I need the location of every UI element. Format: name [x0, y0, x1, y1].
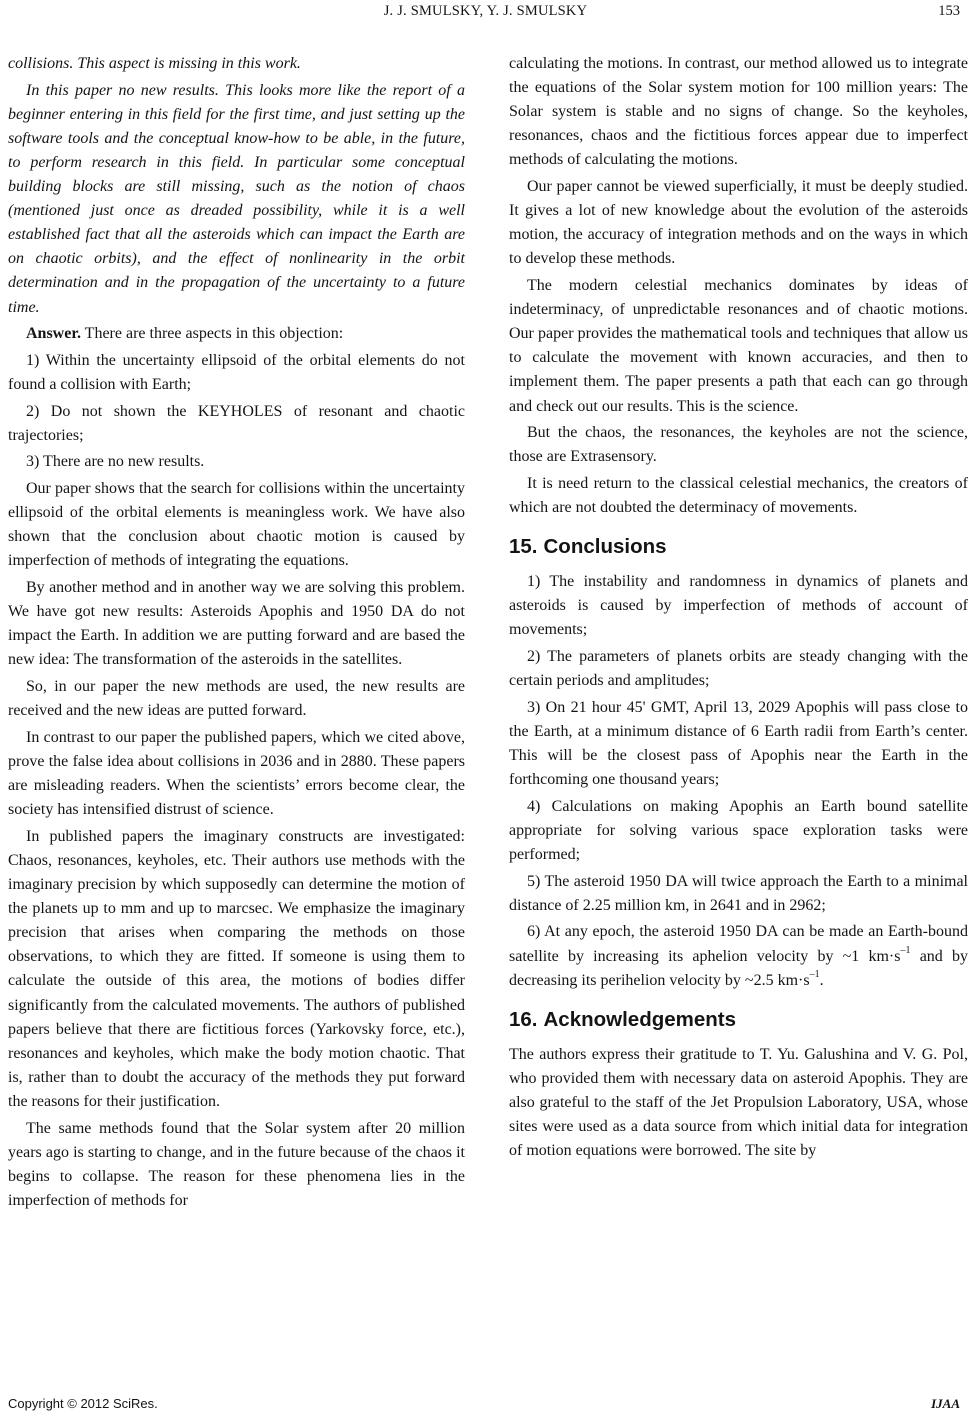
conclusion-6-text: . [819, 971, 824, 989]
objection-item-1: 1) Within the uncertainty ellipsoid of the orbital elements do not found a collision with Earth; [8, 351, 465, 393]
page-number: 153 [938, 3, 960, 19]
superscript: –1 [809, 969, 820, 981]
body-paragraph: By another method and in another way we are solving this problem. We have got new results: Asteroids Apophis and 1950 DA do not impact the Earth. In addition we are putting forward and are based the new idea: The transformation of the asteroids in the satellites. [8, 579, 465, 669]
superscript: –1 [900, 945, 911, 957]
reviewer-objection: In this paper no new results. This looks more like the report of a beginner entering in this field for the first time, and just setting up the software tools and the conceptual know-how to be able, in the future, to perform research in this field. In particular some conceptual building blocks are still missing, such as the notion of chaos (mentioned just once as dreaded possibility, while it is a well established fact that all the asteroids which can impact the Earth are on chaotic orbits), and the effect of nonlinearity in the orbit determination and in the propagation of the uncertainty to a future time. [8, 81, 465, 316]
objection-item-3: 3) There are no new results. [26, 453, 205, 471]
conclusion-6-text: 6) At any epoch, the asteroid 1950 DA can be made an Earth-bound satellite by increasing its aphelion velocity by ~1 km·s [509, 923, 968, 965]
body-paragraph: The same methods found that the Solar system after 20 million years ago is starting to change, and in the future because of the chaos it begins to collapse. The reason for these phenomena lies in the imperfection of methods for [8, 1119, 465, 1209]
conclusion-item-4: 4) Calculations on making Apophis an Earth bound satellite appropriate for solving various space exploration tasks were performed; [509, 797, 968, 863]
body-paragraph: In contrast to our paper the published papers, which we cited above, prove the false idea about collisions in 2036 and in 2880. These papers are misleading readers. When the scientists’ errors become clear, the society has intensified distrust of science. [8, 728, 465, 819]
body-paragraph: Our paper cannot be viewed superficially, it must be deeply studied. It gives a lot of new knowledge about the evolution of the asteroids motion, the accuracy of integration methods and on the ways in which to develop these methods. [509, 178, 968, 268]
body-paragraph: Our paper shows that the search for collisions within the uncertainty ellipsoid of the orbital elements is meaningless work. We have also shown that the conclusion about chaotic motion is caused by imperfection of methods of integrating the equations. [8, 480, 465, 570]
answer-text: There are three aspects in this objection: [80, 325, 344, 343]
body-paragraph: It is need return to the classical celestial mechanics, the creators of which are not doubted the determinacy of movements. [509, 474, 968, 517]
journal-abbreviation: IJAA [931, 1396, 960, 1411]
section-heading-conclusions [509, 534, 968, 560]
conclusion-item-2: 2) The parameters of planets orbits are steady changing with the certain periods and amplitudes; [509, 648, 968, 690]
body-paragraph: The modern celestial mechanics dominates by ideas of indeterminacy, of unpredictable resonances and of chaotic motions. Our paper provides the mathematical tools and techniques that allow us to calculate the movement with known accuracies, and then to implement them. The paper presents a path that each can go through and check out our results. This is the science. [509, 277, 968, 415]
page-header [0, 3, 971, 23]
reviewer-text-end: collisions. This aspect is missing in this work. [8, 55, 301, 72]
section-title: Acknowledgements [543, 1007, 737, 1031]
section-heading-acknowledgements [509, 1007, 968, 1033]
body-paragraph: So, in our paper the new methods are used, the new results are received and the new ideas are putted forward. [8, 678, 465, 720]
section-number: 15. [509, 535, 538, 559]
body-paragraph: In published papers the imaginary constructs are investigated: Chaos, resonances, keyholes, etc. Their authors use methods with the imaginary precision by which supposedly can determine the motion of the planets up to mm and up to marcsec. We emphasize the imaginary precision that arises when comparing the methods on those observations, to which they are fitted. If someone is using them to calculate the outside of this area, the motions of bodies differ significantly from the calculated movements. The authors of published papers believe that there are fictitious forces (Yarkovsky force, etc.), resonances and keyholes, which make the body motion chaotic. That is, rather than to doubt the accuracy of the methods they put forward the reasons for their justification. [8, 827, 465, 1110]
section-number: 16. [509, 1007, 538, 1031]
conclusion-6-text: and by decreasing its perihelion velocity by ~2.5 km·s [509, 947, 968, 989]
body-paragraph: calculating the motions. In contrast, our method allowed us to integrate the equations of the Solar system motion for 100 million years: The Solar system is stable and no signs of change. So the keyholes, resonances, chaos and the fictitious forces appear due to imperfect methods of calculating the motions. [509, 55, 968, 169]
acknowledgements-text: The authors express their gratitude to T. Yu. Galushina and V. G. Pol, who provided them with necessary data on asteroid Apophis. They are also grateful to the staff of the Jet Propulsion Laboratory, USA, whose sites were used as a data source from which initial data for integration of motion equations were borrowed. The site by [509, 1045, 968, 1160]
right-column [509, 52, 968, 1166]
left-column [8, 52, 465, 1216]
page-footer [0, 1396, 971, 1414]
objection-item-2: 2) Do not shown the KEYHOLES of resonant and chaotic trajectories; [8, 402, 465, 444]
answer-label: Answer. [26, 325, 81, 343]
answer-paragraph [8, 322, 465, 346]
conclusion-item-1: 1) The instability and randomness in dynamics of planets and asteroids is caused by imperfection of methods of account of movements; [509, 573, 968, 639]
copyright-notice: Copyright © 2012 SciRes. [8, 1396, 158, 1411]
conclusion-item-3: 3) On 21 hour 45' GMT, April 13, 2029 Apophis will pass close to the Earth, at a minimum distance of 6 Earth radii from Earth’s center. This will be the closest pass of Apophis near the Earth in the forthcoming one thousand years; [509, 698, 968, 789]
conclusion-item-5: 5) The asteroid 1950 DA will twice approach the Earth to a minimal distance of 2.25 million km, in 2641 and in 2962; [509, 872, 968, 914]
section-title: Conclusions [543, 535, 667, 559]
running-head: J. J. SMULSKY, Y. J. SMULSKY [383, 3, 588, 19]
conclusion-item-6 [509, 920, 968, 992]
body-paragraph: But the chaos, the resonances, the keyholes are not the science, those are Extrasensory. [509, 424, 968, 466]
